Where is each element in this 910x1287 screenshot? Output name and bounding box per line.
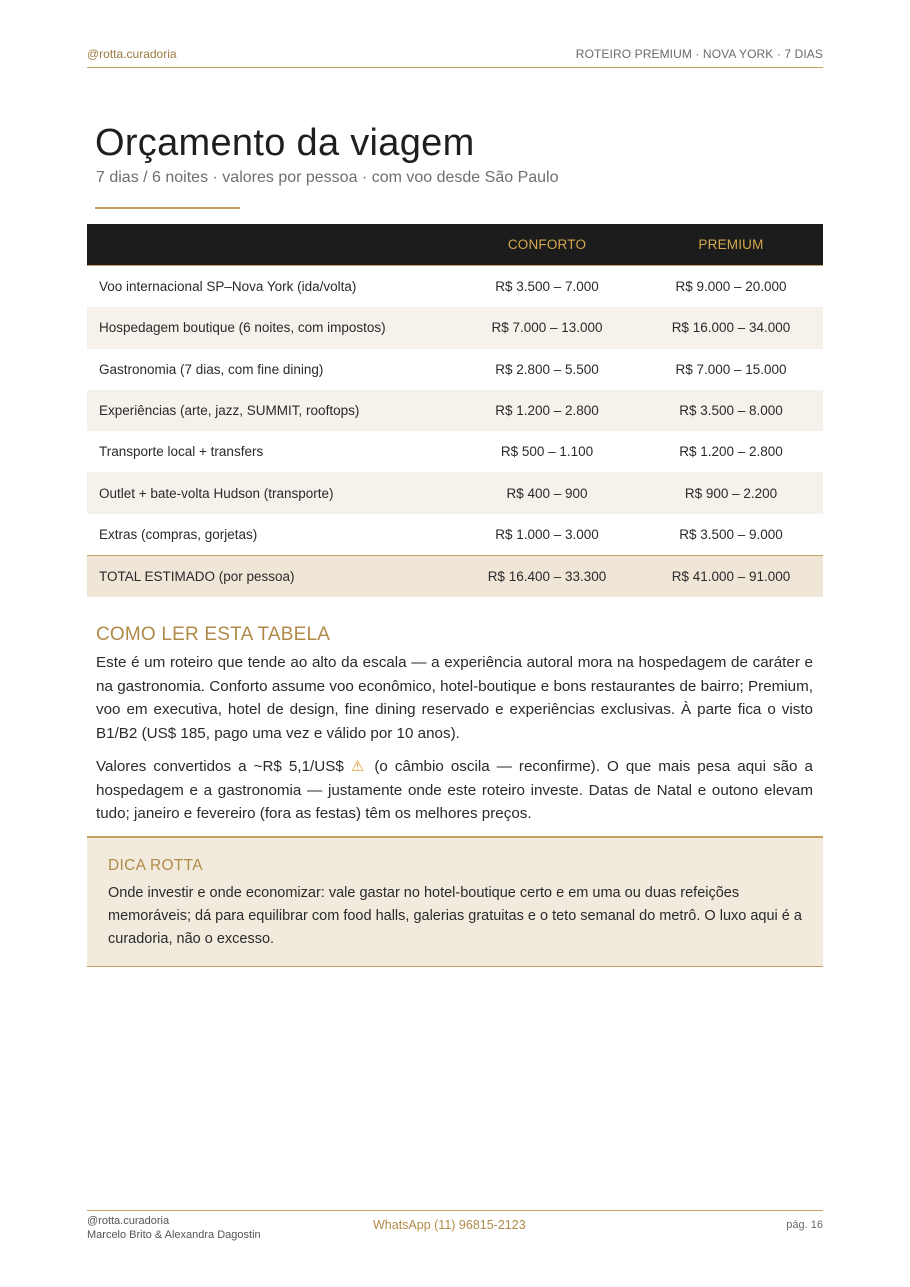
row-premium: R$ 16.000 – 34.000 xyxy=(639,307,823,348)
table-row xyxy=(87,431,823,472)
total-conforto: R$ 16.400 – 33.300 xyxy=(455,556,639,598)
table-row xyxy=(87,266,823,308)
table-row xyxy=(87,390,823,431)
row-item: Voo internacional SP–Nova York (ida/volta) xyxy=(99,279,357,295)
tip-heading: DICA ROTTA xyxy=(108,857,203,874)
how-to-read-paragraph-1: Este é um roteiro que tende ao alto da escala — a experiência autoral mora na hospedagem de caráter e na gastronomia. Conforto assume voo econômico, hotel-boutique e bons restaurantes de bairro; Premium, voo em executiva, hotel de design, fine dining reservado e experiências exclusivas. À parte fica o visto B1/B2 (US$ 185, pago uma vez e válido por 10 anos). xyxy=(96,654,813,742)
row-conforto: R$ 1.000 – 3.000 xyxy=(495,526,599,542)
row-item: Transporte local + transfers xyxy=(99,444,264,460)
row-item: Experiências (arte, jazz, SUMMIT, rooftops) xyxy=(87,390,455,431)
table-row xyxy=(87,472,823,513)
page-header xyxy=(87,40,823,68)
tip-body: Onde investir e onde economizar: vale gastar no hotel-boutique certo e em uma ou duas refeições memoráveis; dá para equilibrar com food halls, galerias gratuitas e o teto semanal do metrô. O luxo aqui é a curadoria, não o excesso. xyxy=(108,885,802,947)
total-item: TOTAL ESTIMADO (por pessoa) xyxy=(87,556,455,598)
row-premium: R$ 900 – 2.200 xyxy=(639,472,823,513)
footer-credits xyxy=(87,1214,261,1242)
paragraph-2-end: (o câmbio oscila — reconfirme). O que mais pesa aqui são a hospedagem e a gastronomia — justamente onde este roteiro investe. Datas de Natal e outono elevam tudo; janeiro e fevereiro (fora as festas) têm os melhores preços. xyxy=(96,758,813,822)
row-item: Outlet + bate-volta Hudson (transporte) xyxy=(87,472,455,513)
row-premium: R$ 7.000 – 15.000 xyxy=(675,361,787,377)
how-to-read-heading: COMO LER ESTA TABELA xyxy=(96,624,331,645)
page-subtitle: 7 dias / 6 noites · valores por pessoa · com voo desde São Paulo xyxy=(96,169,559,186)
row-premium: R$ 3.500 – 9.000 xyxy=(679,526,783,542)
table-row xyxy=(87,349,823,390)
row-conforto: R$ 7.000 – 13.000 xyxy=(455,307,639,348)
table-header-row xyxy=(87,224,823,266)
table-row xyxy=(87,514,823,556)
row-conforto: R$ 500 – 1.100 xyxy=(500,444,594,460)
header-handle: @rotta.curadoria xyxy=(87,47,177,61)
header-doc-label: ROTEIRO PREMIUM · NOVA YORK · 7 DIAS xyxy=(575,47,823,61)
page-title: Orçamento da viagem xyxy=(95,122,475,164)
row-conforto: R$ 1.200 – 2.800 xyxy=(455,390,639,431)
row-item: Gastronomia (7 dias, com fine dining) xyxy=(99,361,324,377)
tip-box xyxy=(87,836,823,967)
row-conforto: R$ 2.800 – 5.500 xyxy=(495,361,599,377)
row-conforto: R$ 3.500 – 7.000 xyxy=(495,279,599,295)
page-footer xyxy=(87,1210,823,1251)
total-premium: R$ 41.000 – 91.000 xyxy=(639,556,823,598)
budget-table xyxy=(87,224,823,597)
footer-whatsapp: WhatsApp (11) 96815-2123 xyxy=(373,1218,526,1232)
page-number: pág. 16 xyxy=(786,1219,823,1231)
footer-authors: Marcelo Brito & Alexandra Dagostin xyxy=(87,1229,261,1241)
title-underline xyxy=(95,207,240,209)
warning-icon: ⚠ xyxy=(350,758,368,775)
how-to-read-paragraph-2 xyxy=(96,755,813,826)
column-header-conforto: CONFORTO xyxy=(455,224,639,266)
column-header-item xyxy=(87,224,455,266)
row-premium: R$ 9.000 – 20.000 xyxy=(675,279,787,295)
row-premium: R$ 3.500 – 8.000 xyxy=(639,390,823,431)
table-row xyxy=(87,307,823,348)
paragraph-2-start: Valores convertidos a ~R$ 5,1/US$ xyxy=(96,758,344,775)
row-item: Hospedagem boutique (6 noites, com impostos) xyxy=(87,307,455,348)
row-item: Extras (compras, gorjetas) xyxy=(99,526,258,542)
row-conforto: R$ 400 – 900 xyxy=(455,472,639,513)
table-total-row xyxy=(87,556,823,598)
row-premium: R$ 1.200 – 2.800 xyxy=(679,444,783,460)
footer-handle: @rotta.curadoria xyxy=(87,1215,170,1227)
column-header-premium: PREMIUM xyxy=(639,224,823,266)
